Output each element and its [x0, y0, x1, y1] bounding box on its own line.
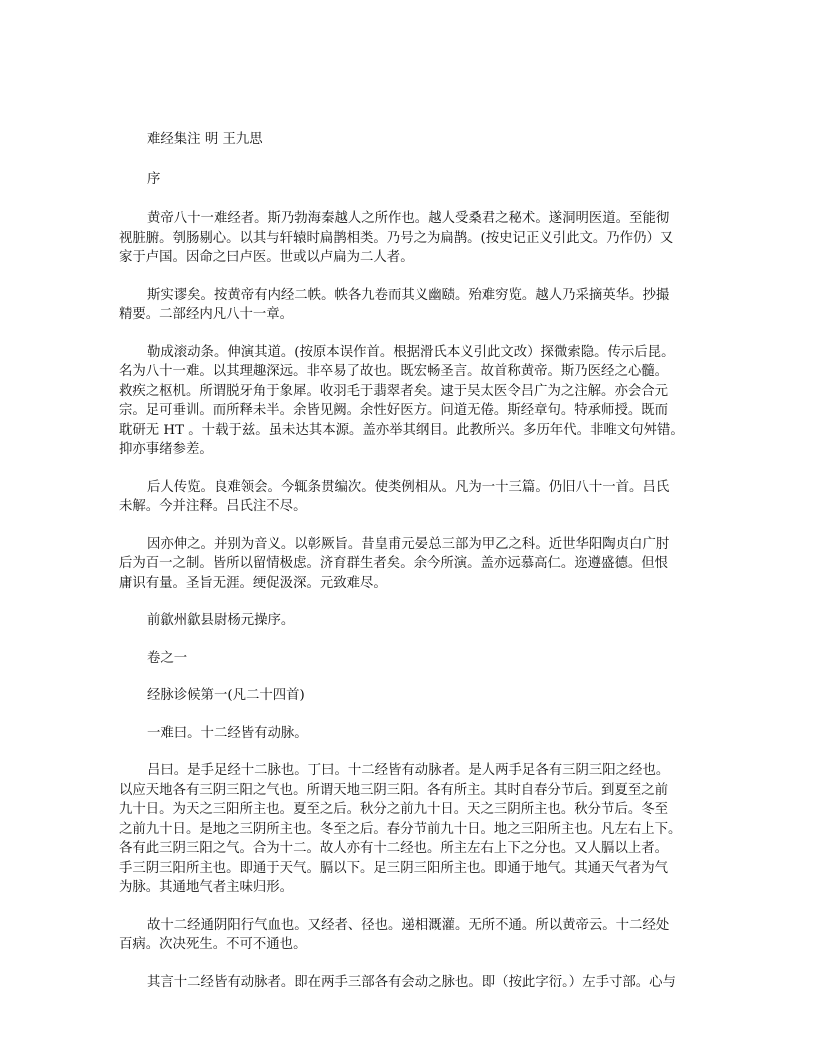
paragraph-line: 一难曰。十二经皆有动脉。: [147, 725, 308, 741]
paragraph-line: 其言十二经皆有动脉者。即在两手三部各有会动之脉也。即（按此字衍。）左手寸部。心与: [147, 974, 676, 990]
preface-heading: 序: [147, 171, 161, 187]
paragraph-line: 抑亦事绪参差。: [119, 442, 213, 457]
paragraph-line: 斯实谬矣。按黄帝有内经二帙。帙各九卷而其义幽赜。殆难穷览。越人乃采摘英华。抄撮: [147, 287, 670, 303]
paragraph-line: 为脉。其通地气者主味归形。: [119, 880, 294, 895]
paragraph: [119, 535, 699, 594]
paragraph-line: 经脉诊候第一(凡二十四首): [147, 688, 305, 703]
paragraph-line: 百病。次决死生。不可不通也。: [119, 937, 307, 952]
paragraph: [119, 761, 699, 898]
paragraph: [119, 478, 699, 517]
paragraph-line: 未解。今并注释。吕氏注不尽。: [119, 499, 307, 514]
paragraph: [119, 973, 699, 993]
paragraph: [119, 916, 699, 955]
paragraph-list: [119, 209, 699, 992]
paragraph-line: 耽研无 HT 。十载于兹。虽未达其本源。盖亦举其纲目。此教所兴。多历年代。非唯文句舛错。: [119, 422, 684, 438]
document-body: [119, 130, 699, 1010]
paragraph-line: 勒成滚动条。伸演其道。(按原本误作首。根据滑氏本义引此文改）探微索隐。传示后昆。: [147, 344, 675, 360]
paragraph: [119, 209, 699, 268]
paragraph-line: 因亦伸之。并别为音义。以彰厥旨。昔皇甫元晏总三部为甲乙之科。近世华阳陶贞白广肘: [147, 536, 670, 552]
paragraph-line: 精要。二部经内凡八十一章。: [119, 307, 294, 322]
paragraph-line: 吕曰。是手足经十二脉也。丁曰。十二经皆有动脉者。是人两手足各有三阴三阳之经也。: [147, 763, 670, 778]
paragraph: [119, 611, 699, 631]
paragraph: [119, 724, 699, 744]
paragraph-line: 黄帝八十一难经者。斯乃勃海秦越人之所作也。越人受桑君之秘术。遂洞明医道。至能彻: [147, 211, 670, 226]
paragraph-line: 手三阴三阳所主也。即通于天气。膈以下。足三阴三阳所主也。即通于地气。其通天气者为气: [119, 860, 669, 876]
paragraph: [119, 343, 699, 460]
paragraph-line: 卷之一: [147, 650, 188, 666]
paragraph: [119, 286, 699, 325]
paragraph-line: 救疾之枢机。所谓脱牙角于象犀。收羽毛于翡翠者矣。逮于吴太医令吕广为之注解。亦会合元: [119, 383, 669, 399]
paragraph-line: 庸识有量。圣旨无涯。绠促汲深。元致难尽。: [119, 575, 387, 591]
paragraph-line: 故十二经通阴阳行气血也。又经者、径也。递相溉灌。无所不通。所以黄帝云。十二经处: [147, 917, 670, 933]
paragraph-line: 九十日。为天之三阳所主也。夏至之后。秋分之前九十日。天之三阴所主也。秋分节后。冬至: [119, 802, 669, 817]
paragraph-line: 视脏腑。刳肠剔心。以其与轩辕时扁鹊相类。乃号之为扁鹊。(按史记正义引此文。乃作仍）又: [119, 230, 674, 246]
paragraph-line: 后为百一之制。皆所以留情极虑。济育群生者矣。余今所演。盖亦远慕高仁。迩遵盛德。但恨: [119, 556, 669, 571]
paragraph-line: 各有此三阴三阳之气。合为十二。故人亦有十二经也。所主左右上下之分也。又人膈以上者。: [119, 841, 669, 856]
paragraph: [119, 649, 699, 669]
paragraph-line: 之前九十日。是地之三阴所主也。冬至之后。春分节前九十日。地之三阳所主也。凡左右上下。: [119, 821, 682, 837]
paragraph-line: 宗。足可垂训。而所释未半。余皆见阙。余性好医方。问道无倦。斯经章句。特承师授。既而: [119, 403, 669, 418]
document-title: 难经集注 明 王九思: [147, 132, 263, 147]
paragraph-line: 前歙州歙县尉杨元操序。: [147, 613, 295, 628]
paragraph-line: 以应天地各有三阴三阳之气也。所谓天地三阴三阳。各有所主。其时自春分节后。到夏至之前: [119, 782, 669, 798]
paragraph: [119, 686, 699, 706]
paragraph-line: 后人传览。良难领会。今辄条贯编次。使类例相从。凡为一十三篇。仍旧八十一首。吕氏: [147, 479, 670, 495]
paragraph-line: 名为八十一难。以其理趣深远。非卒易了故也。既宏畅圣言。故首称黄帝。斯乃医经之心髓。: [119, 364, 669, 379]
paragraph-line: 家于卢国。因命之曰卢医。世或以卢扁为二人者。: [119, 250, 414, 265]
